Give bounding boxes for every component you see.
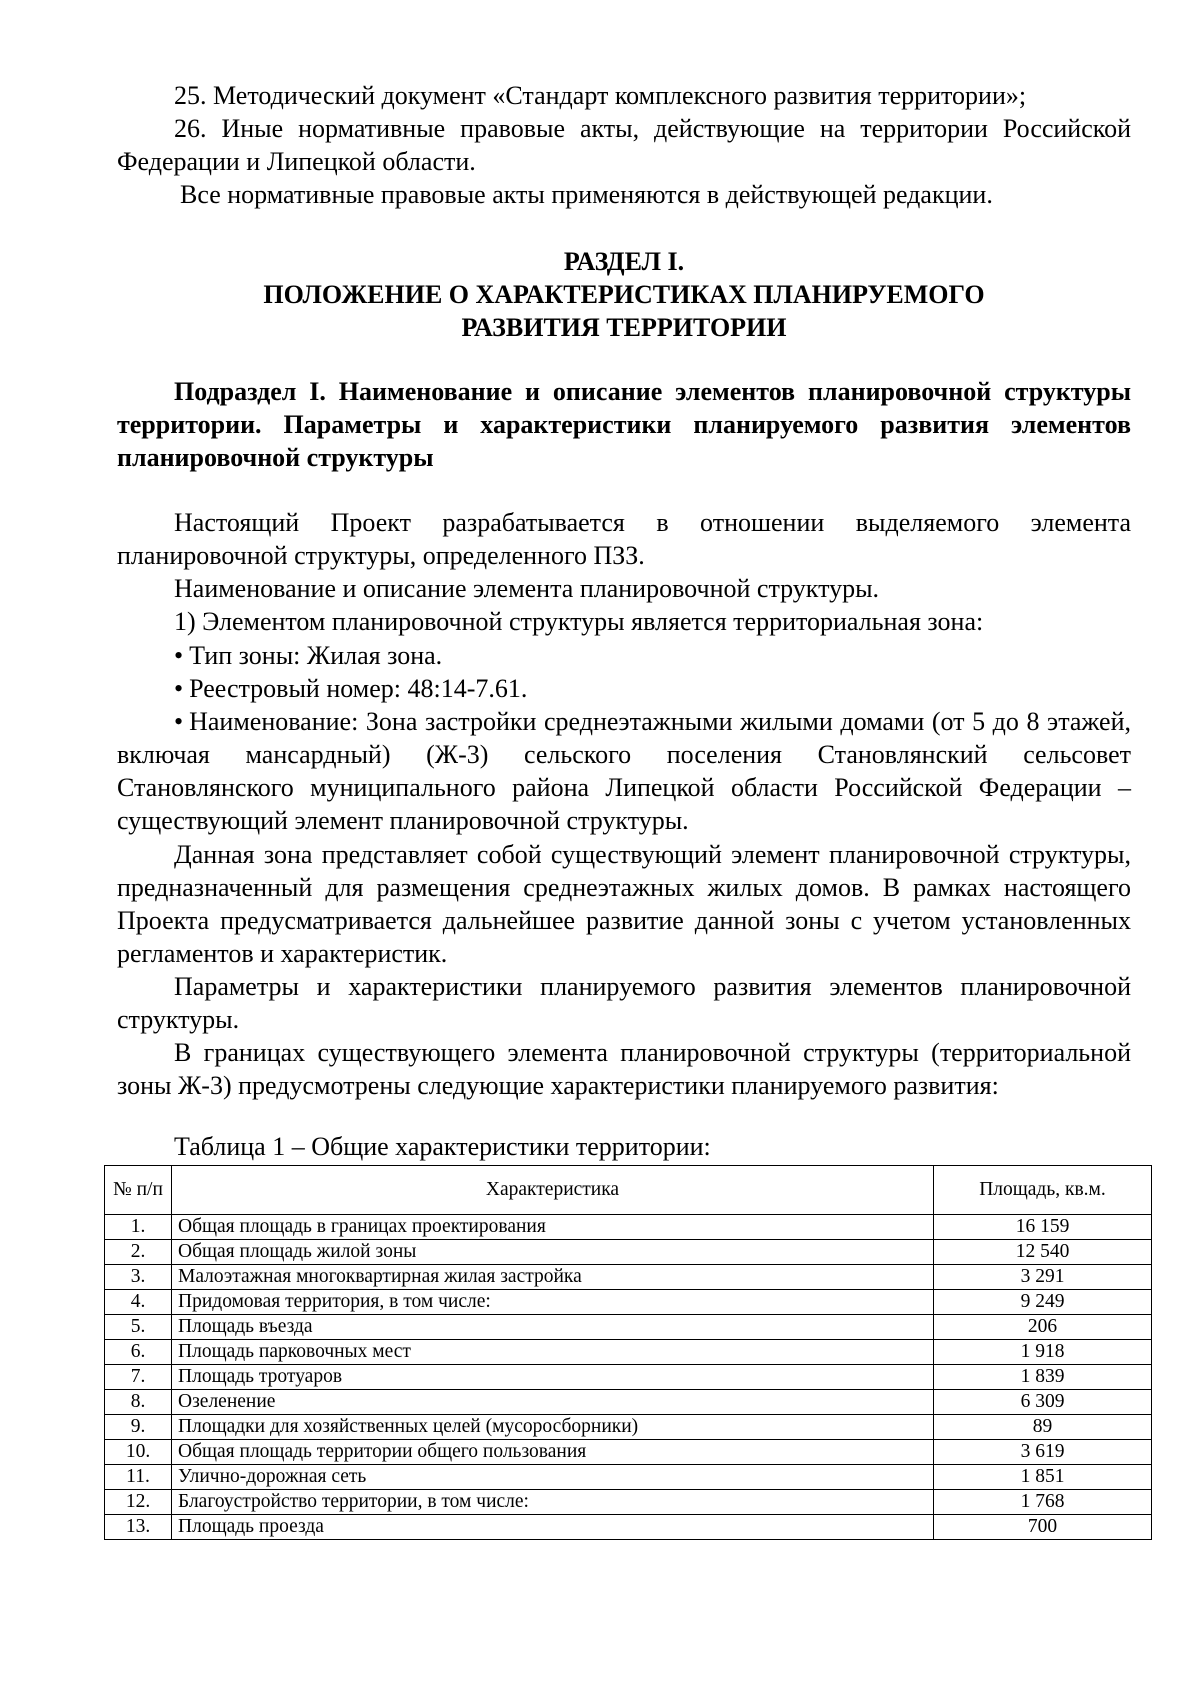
table-row <box>105 1240 1152 1265</box>
row-area: 1 851 <box>934 1465 1152 1490</box>
bullet-registry-number <box>117 672 1131 705</box>
bullet-zone-type <box>117 639 1131 672</box>
bullet-zone-name <box>117 705 1131 837</box>
registry-text: Реестровый номер: 48:14-7.61. <box>189 674 528 703</box>
row-area: 12 540 <box>934 1240 1152 1265</box>
table-row <box>105 1340 1152 1365</box>
row-characteristic: Общая площадь жилой зоны <box>172 1240 934 1265</box>
row-characteristic: Озеленение <box>172 1390 934 1415</box>
row-area: 9 249 <box>934 1290 1152 1315</box>
zone-name-text: Наименование: Зона застройки среднеэтажными жилыми домами (от 5 до 8 этажей, включая мансардный) (Ж-3) сельского поселения Становлянский сельсовет Становлянского муниципального района Липецкой области Российской Федерации – существующий элемент планировочной структуры. <box>117 707 1131 835</box>
intro-item-25: 25. Методический документ «Стандарт комплексного развития территории»; <box>174 81 1027 110</box>
table-row <box>105 1315 1152 1340</box>
row-characteristic: Общая площадь территории общего пользования <box>172 1440 934 1465</box>
row-number: 5. <box>105 1315 172 1340</box>
table-row <box>105 1515 1152 1540</box>
row-number: 2. <box>105 1240 172 1265</box>
row-characteristic: Общая площадь в границах проектирования <box>172 1215 934 1240</box>
table-row <box>105 1265 1152 1290</box>
section-title-line2: РАЗВИТИЯ ТЕРРИТОРИИ <box>461 313 787 342</box>
paragraph-parameters: Параметры и характеристики планируемого развития элементов планировочной структуры. <box>117 972 1131 1034</box>
row-number: 7. <box>105 1365 172 1390</box>
table-row <box>105 1365 1152 1390</box>
paragraph-item-1: 1) Элементом планировочной структуры является территориальная зона: <box>174 607 984 636</box>
row-area: 3 619 <box>934 1440 1152 1465</box>
characteristics-table <box>104 1165 1152 1540</box>
header-area: Площадь, кв.м. <box>934 1166 1152 1215</box>
header-characteristic: Характеристика <box>172 1166 934 1215</box>
row-number: 10. <box>105 1440 172 1465</box>
row-area: 16 159 <box>934 1215 1152 1240</box>
row-area: 206 <box>934 1315 1152 1340</box>
table-row <box>105 1415 1152 1440</box>
row-characteristic: Улично-дорожная сеть <box>172 1465 934 1490</box>
row-number: 11. <box>105 1465 172 1490</box>
table-row <box>105 1390 1152 1415</box>
table-row <box>105 1465 1152 1490</box>
row-number: 4. <box>105 1290 172 1315</box>
row-characteristic: Площадь въезда <box>172 1315 934 1340</box>
row-area: 1 839 <box>934 1365 1152 1390</box>
paragraph-project: Настоящий Проект разрабатывается в отношении выделяемого элемента планировочной структуры, определенного ПЗЗ. <box>117 508 1131 570</box>
row-characteristic: Малоэтажная многоквартирная жилая застройка <box>172 1265 934 1290</box>
intro-item-26: 26. Иные нормативные правовые акты, действующие на территории Российской Федерации и Липецкой области. <box>117 114 1131 176</box>
row-area: 3 291 <box>934 1265 1152 1290</box>
row-characteristic: Придомовая территория, в том числе: <box>172 1290 934 1315</box>
row-number: 12. <box>105 1490 172 1515</box>
row-area: 1 768 <box>934 1490 1152 1515</box>
row-number: 9. <box>105 1415 172 1440</box>
row-characteristic: Площадки для хозяйственных целей (мусоросборники) <box>172 1415 934 1440</box>
table-header-row <box>105 1166 1152 1215</box>
row-number: 8. <box>105 1390 172 1415</box>
header-number: № п/п <box>105 1166 172 1215</box>
section-label: РАЗДЕЛ I. <box>563 247 685 276</box>
table-row <box>105 1290 1152 1315</box>
row-number: 3. <box>105 1265 172 1290</box>
paragraph-bounds: В границах существующего элемента планировочной структуры (территориальной зоны Ж-3) предусмотрены следующие характеристики планируемого развития: <box>117 1038 1131 1100</box>
row-characteristic: Площадь проезда <box>172 1515 934 1540</box>
table-row <box>105 1440 1152 1465</box>
row-characteristic: Площадь тротуаров <box>172 1365 934 1390</box>
row-area: 1 918 <box>934 1340 1152 1365</box>
row-number: 13. <box>105 1515 172 1540</box>
section-title-line1: ПОЛОЖЕНИЕ О ХАРАКТЕРИСТИКАХ ПЛАНИРУЕМОГО <box>263 280 985 309</box>
table-row <box>105 1490 1152 1515</box>
row-area: 89 <box>934 1415 1152 1440</box>
zone-type-text: Тип зоны: Жилая зона. <box>189 641 443 670</box>
row-number: 6. <box>105 1340 172 1365</box>
row-characteristic: Благоустройство территории, в том числе: <box>172 1490 934 1515</box>
subsection-title: Подраздел I. Наименование и описание элементов планировочной структуры территории. Параметры и характеристики планируемого развития элементов планировочной структуры <box>117 377 1131 472</box>
table-body <box>105 1215 1152 1540</box>
table-caption: Таблица 1 – Общие характеристики территории: <box>174 1132 711 1161</box>
paragraph-zone-description: Данная зона представляет собой существующий элемент планировочной структуры, предназначенный для размещения среднеэтажных жилых домов. В рамках настоящего Проекта предусматривается дальнейшее развитие данной зоны с учетом установленных регламентов и характеристик. <box>117 840 1131 968</box>
row-number: 1. <box>105 1215 172 1240</box>
row-area: 6 309 <box>934 1390 1152 1415</box>
table-row <box>105 1215 1152 1240</box>
row-characteristic: Площадь парковочных мест <box>172 1340 934 1365</box>
row-area: 700 <box>934 1515 1152 1540</box>
intro-note: Все нормативные правовые акты применяются в действующей редакции. <box>180 180 993 209</box>
paragraph-name-description: Наименование и описание элемента планировочной структуры. <box>174 574 880 603</box>
